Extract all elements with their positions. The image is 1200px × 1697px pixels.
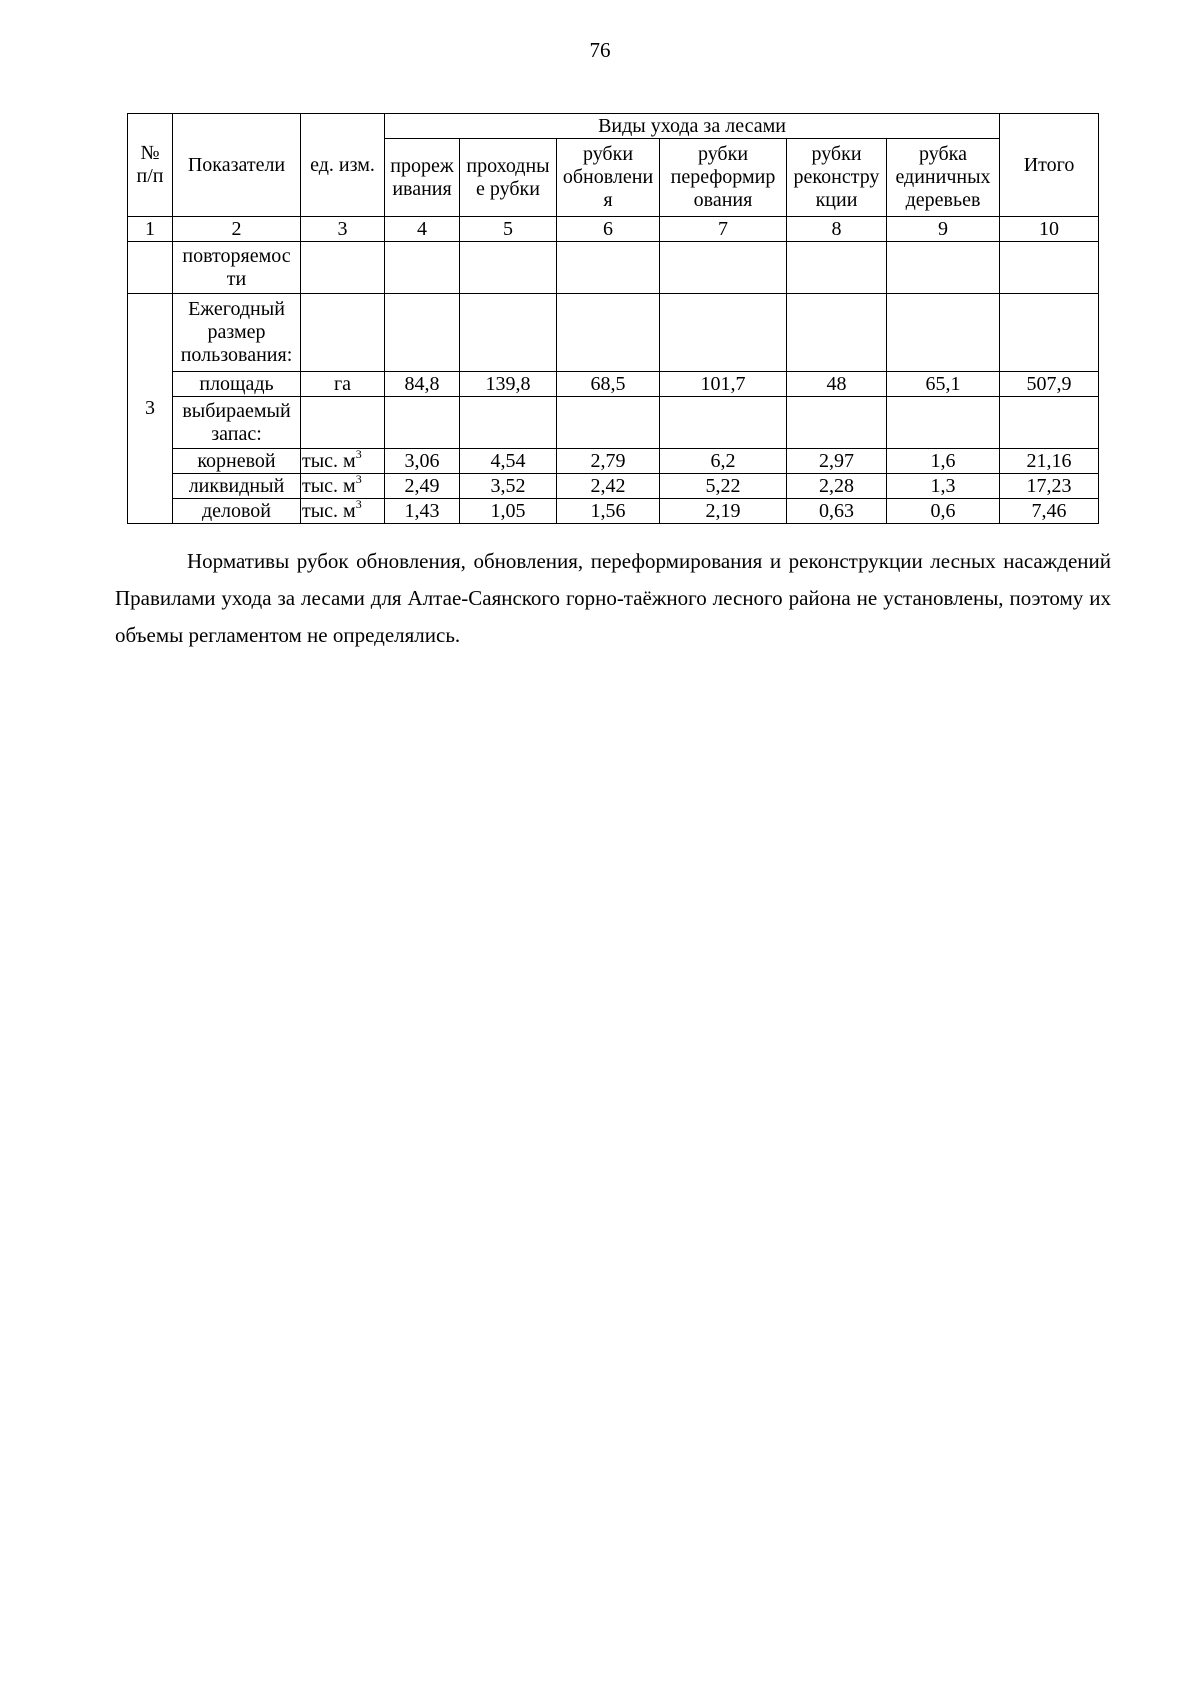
value-cell: 1,05 [460,499,557,524]
empty-cell [557,294,660,372]
table-row [128,449,1099,474]
value-cell: 0,63 [787,499,887,524]
empty-cell [460,242,557,294]
header-num: № п/п [128,114,173,217]
unit-cell: га [301,372,385,397]
total-cell: 17,23 [1000,474,1099,499]
value-cell: 5,22 [660,474,787,499]
empty-cell [385,242,460,294]
value-cell: 101,7 [660,372,787,397]
empty-cell [301,397,385,449]
column-number: 3 [301,217,385,242]
header-type-thinning: прореж ивания [385,139,460,217]
column-number: 5 [460,217,557,242]
total-cell: 21,16 [1000,449,1099,474]
page-number: 76 [589,38,611,62]
empty-cell [660,397,787,449]
unit-cell: тыс. $м^3$ [301,474,385,499]
value-cell: 2,49 [385,474,460,499]
header-type-reconstruction-cutting: рубки реконстру кции [787,139,887,217]
value-cell: 1,43 [385,499,460,524]
value-cell: 1,6 [887,449,1000,474]
column-number: 8 [787,217,887,242]
value-cell: 139,8 [460,372,557,397]
value-cell: 1,3 [887,474,1000,499]
empty-cell [660,294,787,372]
header-type-renewal-cutting: рубки обновлени я [557,139,660,217]
column-number: 4 [385,217,460,242]
empty-cell [787,242,887,294]
header-total: Итого [1000,114,1099,217]
row-label-commercial-stock: деловой [173,499,301,524]
value-cell: 2,42 [557,474,660,499]
empty-cell [128,242,173,294]
row-label-stock: выбираемый запас: [173,397,301,449]
value-cell: 65,1 [887,372,1000,397]
value-cell: 68,5 [557,372,660,397]
column-number: 6 [557,217,660,242]
value-cell: 6,2 [660,449,787,474]
empty-cell [460,294,557,372]
unit-cell: тыс. $м^3$ [301,449,385,474]
row-label-repeatability: повторяемос ти [173,242,301,294]
column-number: 10 [1000,217,1099,242]
table-row [128,474,1099,499]
body-paragraph: Нормативы рубок обновления, обновления, переформирования и реконструкции лесных насаждений Правилами ухода за лесами для Алтае-Саянского горно-таёжного лесного района не установлены, поэтому их объемы регламентом не определялись. [115,549,1111,647]
header-type-single-tree-cutting: рубка единичных деревьев [887,139,1000,217]
header-type-passage-cutting: проходны е рубки [460,139,557,217]
value-cell: 1,56 [557,499,660,524]
empty-cell [887,397,1000,449]
value-cell: 84,8 [385,372,460,397]
empty-cell [557,242,660,294]
value-cell: 4,54 [460,449,557,474]
empty-cell [887,294,1000,372]
header-indicators: Показатели [173,114,301,217]
unit-cell: тыс. $м^3$ [301,499,385,524]
row-label-annual-use: Ежегодный размер пользования: [173,294,301,372]
forest-care-table [127,113,1099,524]
column-number: 9 [887,217,1000,242]
total-cell: 7,46 [1000,499,1099,524]
empty-cell [1000,242,1099,294]
empty-cell [887,242,1000,294]
empty-cell [787,397,887,449]
value-cell: 48 [787,372,887,397]
header-type-reformation-cutting: рубки переформир ования [660,139,787,217]
empty-cell [301,294,385,372]
value-cell: 2,79 [557,449,660,474]
empty-cell [460,397,557,449]
table-row [128,499,1099,524]
column-number: 2 [173,217,301,242]
empty-cell [385,294,460,372]
section-number: 3 [128,294,173,524]
empty-cell [385,397,460,449]
column-number: 7 [660,217,787,242]
empty-cell [1000,294,1099,372]
row-label-area: площадь [173,372,301,397]
total-cell: 507,9 [1000,372,1099,397]
value-cell: 2,28 [787,474,887,499]
value-cell: 3,06 [385,449,460,474]
row-label-liquid-stock: ликвидный [173,474,301,499]
table-row [128,372,1099,397]
empty-cell [1000,397,1099,449]
value-cell: 2,97 [787,449,887,474]
column-number: 1 [128,217,173,242]
value-cell: 3,52 [460,474,557,499]
value-cell: 0,6 [887,499,1000,524]
header-care-types-group: Виды ухода за лесами [385,114,1000,139]
empty-cell [301,242,385,294]
row-label-root-stock: корневой [173,449,301,474]
empty-cell [787,294,887,372]
empty-cell [557,397,660,449]
header-unit: ед. изм. [301,114,385,217]
value-cell: 2,19 [660,499,787,524]
empty-cell [660,242,787,294]
